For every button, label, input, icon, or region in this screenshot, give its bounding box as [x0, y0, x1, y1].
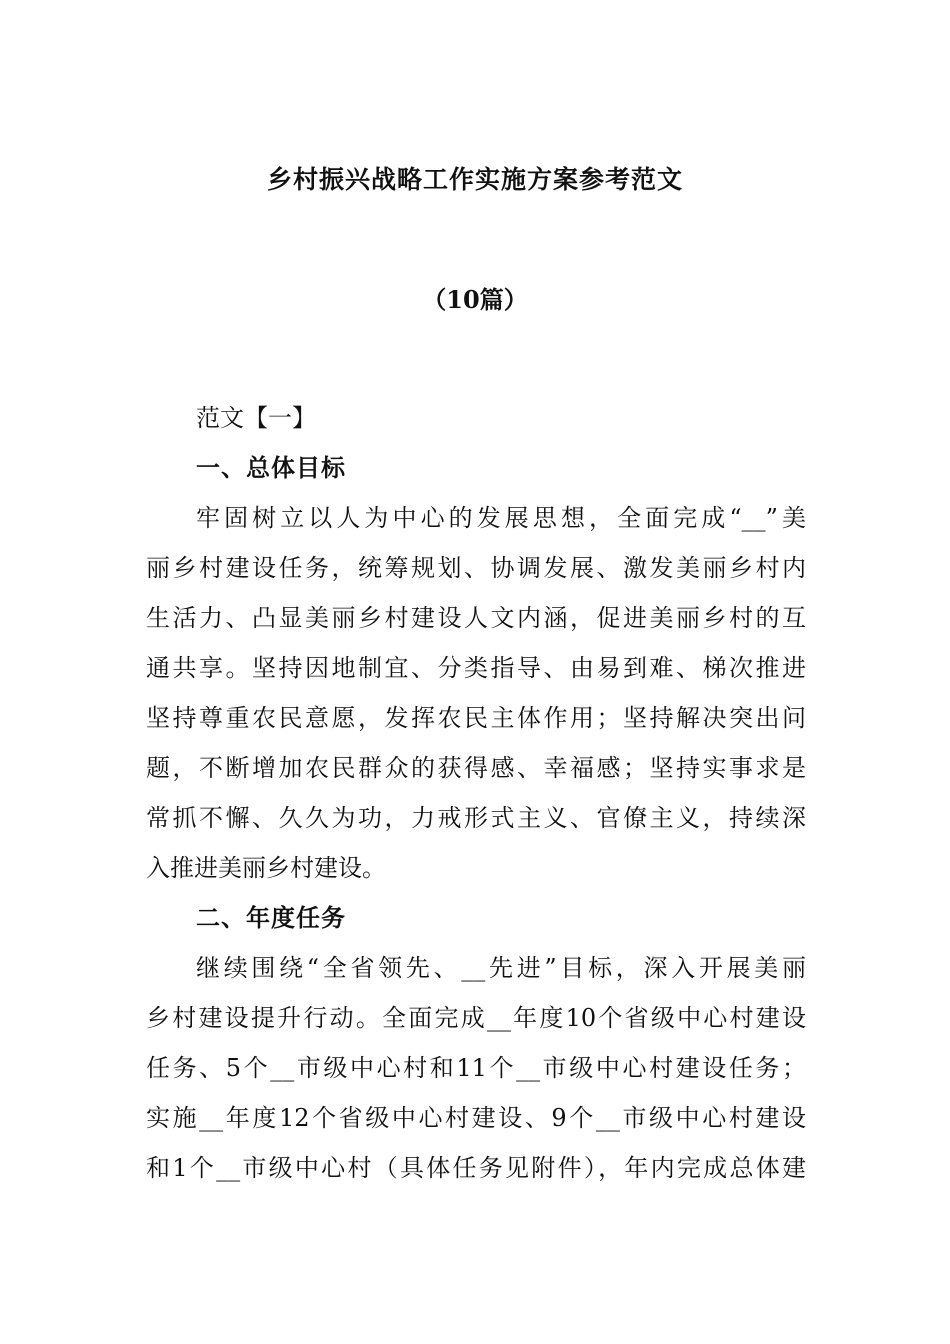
paragraph-line: 任务、5个__市级中心村和11个__市级中心村建设任务；: [146, 1054, 806, 1082]
paragraph-line: 常抓不懈、久久为功，力戒形式主义、官僚主义，持续深: [146, 804, 806, 832]
document-subtitle: （10篇）: [422, 285, 528, 314]
paragraph-line: 入推进美丽乡村建设。: [146, 854, 386, 882]
section-label: 范文【一】: [196, 404, 316, 432]
section-heading-overall-goal: 一、总体目标: [196, 453, 346, 482]
paragraph-line: 继续围绕“全省领先、__先进”目标，深入开展美丽: [196, 954, 806, 982]
paragraph-line: 生活力、凸显美丽乡村建设人文内涵，促进美丽乡村的互: [146, 604, 806, 632]
document-body: [146, 393, 806, 1193]
paragraph-line: 题，不断增加农民群众的获得感、幸福感；坚持实事求是: [146, 754, 806, 782]
section-heading-annual-tasks: 二、年度任务: [196, 903, 346, 932]
paragraph-line: 牢固树立以人为中心的发展思想，全面完成“__”美: [196, 504, 806, 532]
paragraph-line: 通共享。坚持因地制宜、分类指导、由易到难、梯次推进: [146, 654, 806, 682]
paragraph-line: 和1个__市级中心村（具体任务见附件），年内完成总体建: [146, 1154, 806, 1182]
document-title: 乡村振兴战略工作实施方案参考范文: [266, 165, 683, 194]
paragraph-line: 实施__年度12个省级中心村建设、9个__市级中心村建设: [146, 1104, 806, 1132]
paragraph-line: 乡村建设提升行动。全面完成__年度10个省级中心村建设: [146, 1004, 806, 1032]
paragraph-line: 坚持尊重农民意愿，发挥农民主体作用；坚持解决突出问: [146, 704, 806, 732]
paragraph-line: 丽乡村建设任务，统筹规划、协调发展、激发美丽乡村内: [146, 554, 806, 582]
